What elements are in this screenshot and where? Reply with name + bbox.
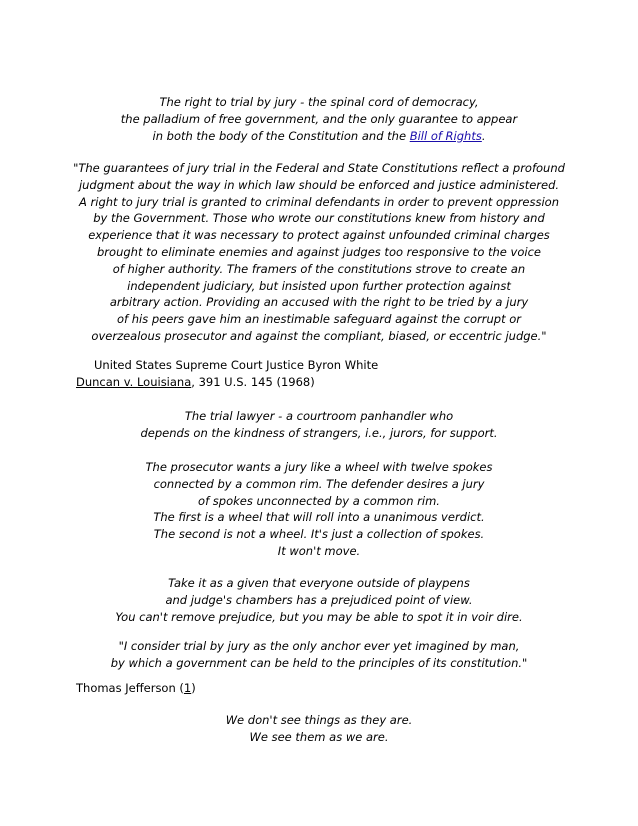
quote-line: "I consider trial by jury as the only anchor ever yet imagined by man, <box>118 639 520 653</box>
quote-line: The second is not a wheel. It's just a collection of spokes. <box>153 527 485 542</box>
attribution-text: ) <box>191 681 196 695</box>
quote-line: A right to jury trial is granted to criminal defendants in order to prevent oppression <box>79 194 559 209</box>
quote-line: depends on the kindness of strangers, i.e., jurors, for support. <box>140 425 498 440</box>
duncan-v-louisiana-link[interactable]: Duncan v. Louisiana <box>76 375 192 389</box>
case-citation <box>76 374 315 391</box>
quote-line: independent judiciary, but insisted upon further protection against <box>127 278 511 293</box>
quote-line: experience that it was necessary to protect against unfounded criminal charges <box>88 228 550 243</box>
epigraph <box>0 94 638 144</box>
footnote-link[interactable]: 1 <box>183 681 192 695</box>
quote-line: "The guarantees of jury trial in the Federal and State Constitutions reflect a profound <box>73 161 565 175</box>
quote-line: The first is a wheel that will roll into a unanimous verdict. <box>153 510 485 525</box>
case-cite-text: , 391 U.S. 145 (1968) <box>191 375 315 389</box>
trial-lawyer-quote <box>0 408 638 442</box>
epigraph-line <box>0 128 638 145</box>
quote-line: and judge's chambers has a prejudiced point of view. <box>165 592 473 607</box>
quote-line: It won't move. <box>277 543 361 558</box>
quote-line: The trial lawyer - a courtroom panhandler who <box>184 409 454 423</box>
quote-line: Take it as a given that everyone outside of playpens <box>168 576 470 590</box>
jefferson-quote <box>0 638 638 672</box>
epigraph-text: in both the body of the Constitution and the <box>152 128 410 143</box>
quote-line: connected by a common rim. The defender desires a jury <box>153 476 485 491</box>
quote-line: judgment about the way in which law should be enforced and justice administered. <box>78 177 560 192</box>
prejudice-quote <box>0 575 638 625</box>
quote-line: of higher authority. The framers of the constitutions strove to create an <box>112 261 526 276</box>
closing-quote <box>0 712 638 746</box>
epigraph-line: The right to trial by jury - the spinal cord of democracy, <box>159 95 479 109</box>
white-attribution: United States Supreme Court Justice Byron White <box>94 358 379 372</box>
quote-line: of spokes unconnected by a common rim. <box>198 493 440 508</box>
epigraph-line: the palladium of free government, and the only guarantee to appear <box>120 111 518 126</box>
quote-line: You can't remove prejudice, but you may be able to spot it in voir dire. <box>115 609 523 624</box>
quote-line: by the Government. Those who wrote our constitutions knew from history and <box>93 211 545 226</box>
attribution-text: Thomas Jefferson ( <box>76 681 184 695</box>
quote-line: by which a government can be held to the principles of its constitution." <box>110 655 528 670</box>
epigraph-text: . <box>481 128 486 143</box>
jefferson-attribution <box>76 680 196 697</box>
quote-line: We see them as we are. <box>249 729 389 744</box>
bill-of-rights-link[interactable]: Bill of Rights <box>409 128 482 143</box>
quote-line: overzealous prosecutor and against the compliant, biased, or eccentric judge." <box>91 328 547 343</box>
quote-line: brought to eliminate enemies and against judges too responsive to the voice <box>97 244 541 259</box>
quote-line: We don't see things as they are. <box>225 713 413 727</box>
prosecutor-quote <box>0 459 638 560</box>
white-quote <box>0 160 638 345</box>
quote-line: arbitrary action. Providing an accused with the right to be tried by a jury <box>109 295 529 310</box>
quote-line: The prosecutor wants a jury like a wheel with twelve spokes <box>145 460 493 474</box>
quote-line: of his peers gave him an inestimable safeguard against the corrupt or <box>116 312 522 327</box>
